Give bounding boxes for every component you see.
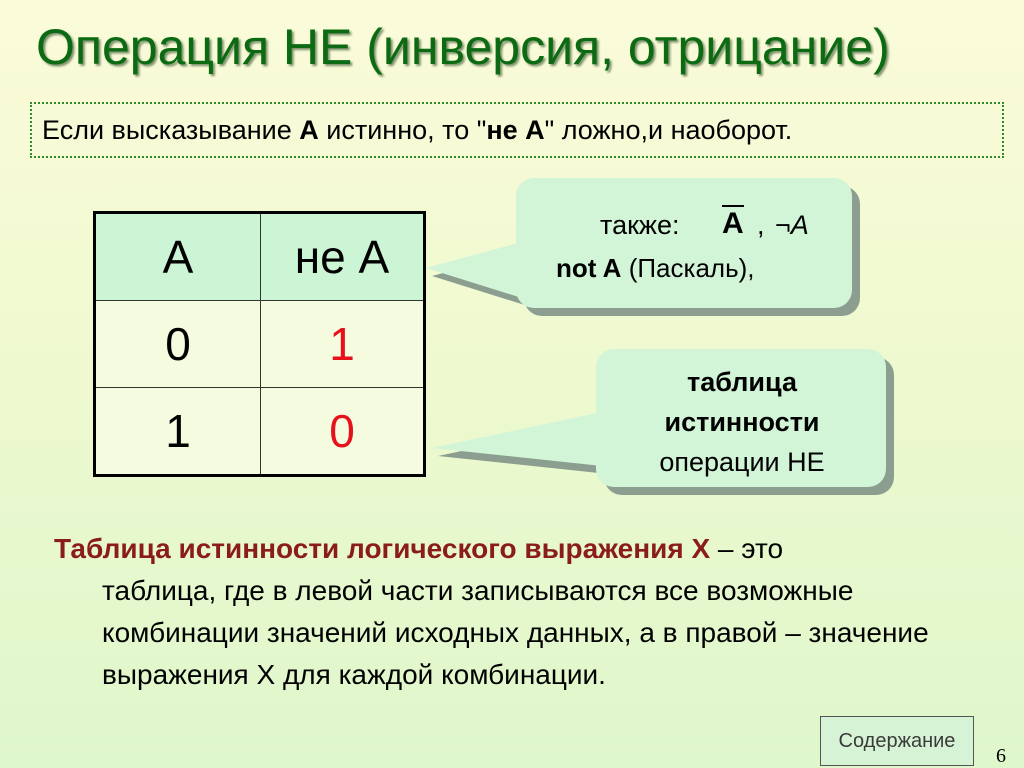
page-number: 6 xyxy=(996,745,1006,767)
rule-statement xyxy=(30,102,1004,158)
definition-dash: – это xyxy=(710,533,784,564)
table-callout-text xyxy=(604,362,880,482)
also-label: также: xyxy=(600,210,680,240)
cell-not-a-1: 0 xyxy=(261,388,425,476)
notation-comma: , xyxy=(757,210,765,240)
table-header-row xyxy=(95,213,425,301)
table-row xyxy=(95,388,425,476)
callout-pointer-shadow-1 xyxy=(432,250,528,306)
header-not-a: не А xyxy=(261,213,425,301)
definition-paragraph xyxy=(54,528,984,696)
rule-text-3: " ложно,и наоборот. xyxy=(544,115,793,145)
rule-bold-a: A xyxy=(299,115,319,145)
callout-pointer-1 xyxy=(426,242,522,298)
pascal-note xyxy=(556,253,755,284)
neg-a: ¬A xyxy=(775,210,809,240)
callout-pointer-2 xyxy=(432,412,602,466)
truth-table xyxy=(93,211,426,477)
rule-text-2: истинно, то " xyxy=(318,115,487,145)
cell-a-1: 1 xyxy=(95,388,261,476)
callout-line-1: таблица xyxy=(687,367,797,397)
notation-callout xyxy=(516,178,852,308)
rule-text-1: Если высказывание xyxy=(42,115,300,145)
rule-bold-not-a: не A xyxy=(486,115,545,145)
cell-not-a-0: 1 xyxy=(261,301,425,388)
cell-a-0: 0 xyxy=(95,301,261,388)
callout-pointer-shadow-2 xyxy=(438,420,608,474)
contents-button[interactable]: Содержание xyxy=(820,716,974,766)
callout-line-3: операции НЕ xyxy=(659,447,825,477)
table-row xyxy=(95,301,425,388)
slide-title: Операция НЕ (инверсия, отрицание) xyxy=(36,19,890,75)
header-a: A xyxy=(95,213,261,301)
a-overline: A xyxy=(722,207,744,240)
definition-term: Таблица истинности логического выражения X xyxy=(54,533,711,564)
definition-rest: таблица, где в левой части записываются все возможные комбинации значений исходных данных, а в правой – значение выражения X для каждой комбинации. xyxy=(102,575,929,690)
callout-line-2: истинности xyxy=(664,407,820,437)
not-a-keyword: not A xyxy=(556,253,622,283)
pascal-text: (Паскаль), xyxy=(621,253,755,283)
